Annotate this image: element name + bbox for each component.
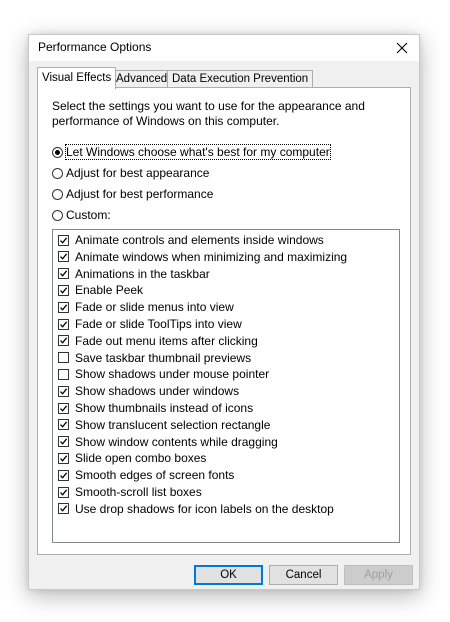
description-text: Select the settings you want to use for the appearance and performance of Windows on this computer. (52, 99, 365, 128)
list-item[interactable] (58, 417, 270, 433)
checkmark-icon (59, 471, 68, 480)
effect-label: Fade or slide ToolTips into view (75, 317, 242, 331)
checkmark-icon (59, 303, 68, 312)
apply-button[interactable]: Apply (344, 565, 413, 585)
tab-visual-effects[interactable] (37, 67, 116, 89)
effect-label: Show window contents while dragging (75, 434, 278, 449)
effect-label: Animations in the taskbar (75, 266, 210, 281)
list-item[interactable] (58, 400, 253, 416)
checkmark-icon (59, 336, 68, 345)
radio-label: Adjust for best performance (66, 187, 214, 201)
list-item[interactable] (58, 299, 234, 315)
effects-list[interactable] (52, 229, 400, 543)
list-item[interactable] (58, 282, 143, 298)
effect-label: Fade out menu items after clicking (75, 333, 258, 348)
window-title: Performance Options (38, 40, 152, 54)
checkmark-icon (59, 504, 68, 513)
effect-label: Fade or slide menus into view (75, 300, 234, 315)
tab-data-execution-prevention[interactable] (167, 70, 313, 88)
effect-label: Show shadows under windows (75, 384, 240, 399)
list-item[interactable] (58, 316, 242, 332)
effect-label: Smooth edges of screen fonts (75, 468, 235, 483)
checkmark-icon (59, 320, 68, 329)
list-item[interactable] (58, 450, 206, 466)
checkbox[interactable] (58, 386, 69, 397)
checkmark-icon (59, 437, 68, 446)
list-item[interactable] (58, 383, 239, 399)
radio-label: Adjust for best appearance (66, 166, 210, 180)
performance-options-dialog (28, 34, 420, 590)
effect-label: Animate controls and elements inside windows (75, 233, 324, 247)
list-item[interactable] (58, 333, 258, 349)
ok-button[interactable]: OK (194, 565, 263, 585)
checkmark-icon (59, 286, 68, 295)
tab-label: Advanced (116, 73, 168, 85)
visual-effects-panel (37, 87, 411, 555)
radio-best-performance[interactable] (52, 186, 213, 202)
close-button[interactable] (391, 37, 413, 59)
checkmark-icon (59, 488, 68, 497)
checkbox[interactable] (58, 302, 69, 313)
checkbox[interactable] (58, 503, 69, 514)
list-item[interactable] (58, 467, 234, 483)
title-bar (29, 35, 419, 61)
radio-button[interactable] (52, 147, 63, 158)
effect-label: Save taskbar thumbnail previews (75, 350, 252, 365)
effect-label: Enable Peek (75, 283, 144, 298)
checkbox[interactable] (58, 352, 69, 363)
radio-best-appearance[interactable] (52, 165, 209, 181)
checkmark-icon (59, 404, 68, 413)
cancel-button[interactable]: Cancel (269, 565, 338, 585)
checkbox[interactable] (58, 319, 69, 330)
close-icon (396, 42, 408, 54)
checkbox[interactable] (58, 453, 69, 464)
checkbox[interactable] (58, 487, 69, 498)
tab-label: Visual Effects (42, 72, 112, 84)
checkbox[interactable] (58, 419, 69, 430)
checkmark-icon (59, 252, 68, 261)
checkmark-icon (59, 420, 68, 429)
list-item[interactable] (58, 266, 210, 282)
list-item[interactable] (58, 501, 334, 517)
effect-label: Show translucent selection rectangle (75, 417, 271, 432)
radio-label: Custom: (66, 208, 111, 222)
checkbox[interactable] (58, 335, 69, 346)
checkmark-icon (59, 269, 68, 278)
checkbox[interactable] (58, 235, 69, 246)
radio-button[interactable] (52, 189, 63, 200)
list-item[interactable] (58, 434, 278, 450)
checkbox[interactable] (58, 285, 69, 296)
checkbox[interactable] (58, 436, 69, 447)
tab-label: Data Execution Prevention (172, 73, 309, 85)
checkbox[interactable] (58, 369, 69, 380)
radio-button[interactable] (52, 168, 63, 179)
radio-let-windows-choose[interactable] (52, 144, 330, 160)
effect-label: Show shadows under mouse pointer (75, 367, 270, 382)
checkbox[interactable] (58, 251, 69, 262)
radio-label: Let Windows choose what's best for my computer (66, 145, 330, 159)
tab-advanced[interactable] (111, 70, 172, 88)
list-item[interactable] (58, 484, 202, 500)
checkmark-icon (59, 454, 68, 463)
radio-custom[interactable] (52, 207, 111, 223)
effect-label: Show thumbnails instead of icons (75, 401, 254, 415)
effect-label: Animate windows when minimizing and maximizing (75, 249, 348, 264)
checkbox[interactable] (58, 403, 69, 414)
checkmark-icon (59, 387, 68, 396)
list-item[interactable] (58, 249, 347, 265)
checkmark-icon (59, 236, 68, 245)
list-item[interactable] (58, 350, 251, 366)
list-item[interactable] (58, 366, 269, 382)
effect-label: Smooth-scroll list boxes (75, 485, 202, 499)
radio-button[interactable] (52, 210, 63, 221)
effect-label: Use drop shadows for icon labels on the desktop (75, 501, 334, 516)
checkbox[interactable] (58, 470, 69, 481)
list-item[interactable] (58, 232, 324, 248)
effect-label: Slide open combo boxes (75, 451, 207, 466)
checkbox[interactable] (58, 268, 69, 279)
